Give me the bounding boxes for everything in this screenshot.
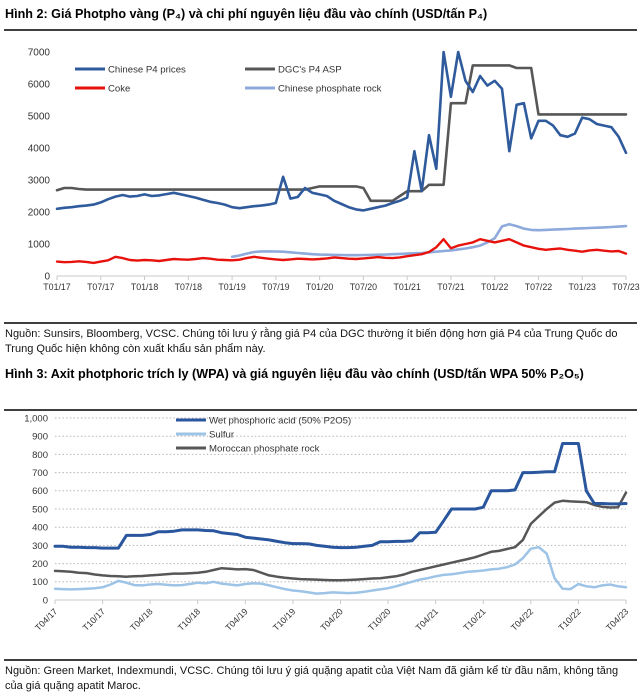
- y-tick-label: 2000: [27, 207, 50, 219]
- x-tick-label: T07/17: [87, 282, 115, 292]
- x-tick-label: T10/18: [175, 606, 203, 633]
- y-tick-label: 3000: [27, 175, 50, 187]
- y-tick-label: 7000: [27, 47, 50, 59]
- y-tick-label: 100: [32, 577, 48, 589]
- legend-label-chinese-phosphate-rock: Chinese phosphate rock: [278, 83, 382, 95]
- x-tick-label: T04/23: [603, 606, 631, 633]
- y-tick-label: 0: [42, 595, 48, 607]
- x-tick-label: T01/17: [43, 282, 71, 292]
- y-tick-label: 5000: [27, 111, 50, 123]
- y-tick-label: 400: [32, 522, 48, 534]
- x-tick-label: T10/22: [556, 606, 583, 633]
- x-tick-label: T04/19: [223, 606, 250, 633]
- series-line-sulfur: [55, 547, 626, 593]
- x-tick-label: T04/21: [413, 606, 441, 633]
- x-tick-label: T07/18: [174, 282, 203, 292]
- x-tick-label: T01/19: [218, 282, 246, 292]
- figure2-line-chart: [0, 32, 640, 310]
- x-tick-label: T07/21: [437, 282, 465, 292]
- figure2-source: Nguồn: Sunsirs, Bloomberg, VCSC. Chúng tôi lưu ý rằng giá P4 của DGC thường ít biến động hơn giá P4 của Trung Quốc do Trung Quốc hiện không còn xuất khẩu sản phẩm này.: [5, 328, 618, 355]
- x-tick-label: T10/21: [461, 606, 488, 633]
- x-tick-label: T01/18: [130, 282, 159, 292]
- divider: [4, 409, 637, 411]
- legend-label-moroccan-phosphate-rock: Moroccan phosphate rock: [209, 443, 320, 455]
- x-tick-label: T10/17: [80, 606, 107, 633]
- x-tick-label: T07/19: [262, 282, 290, 292]
- x-tick-label: T01/20: [305, 282, 334, 292]
- y-tick-label: 300: [32, 540, 48, 552]
- x-tick-label: T07/23: [612, 282, 640, 292]
- legend-label-chinese-p4-prices: Chinese P4 prices: [108, 64, 186, 76]
- x-tick-label: T07/22: [524, 282, 553, 292]
- divider: [4, 659, 637, 661]
- x-tick-label: T10/20: [366, 606, 393, 633]
- x-tick-label: T10/19: [270, 606, 298, 633]
- figure3-line-chart: [0, 413, 640, 655]
- figure3-source: Nguồn: Green Market, Indexmundi, VCSC. Chúng tôi lưu ý giá quặng apatit của Việt Nam đã giảm kể từ đầu năm, không tăng của giá quặng apatit Maroc.: [5, 665, 619, 692]
- figure3-title: Hình 3: Axit photphoric trích ly (WPA) và giá nguyên liệu đầu vào chính (USD/tấn WPA 50% P₂O₅): [5, 367, 584, 381]
- y-tick-label: 500: [32, 504, 48, 516]
- x-tick-label: T07/20: [349, 282, 378, 292]
- figure2-title: Hình 2: Giá Photpho vàng (P₄) và chi phí nguyên liệu đầu vào chính (USD/tấn P₄): [5, 7, 488, 21]
- y-tick-label: 800: [32, 449, 48, 461]
- y-tick-label: 1,000: [24, 413, 48, 425]
- y-tick-label: 200: [32, 559, 48, 570]
- series-line-wet-phosphoric-acid-50-p2o5: [55, 444, 626, 549]
- x-tick-label: T01/21: [393, 282, 421, 292]
- legend-label-coke: Coke: [108, 83, 131, 95]
- legend-label-dgc-s-p4-asp: DGC's P4 ASP: [278, 64, 342, 76]
- y-tick-label: 600: [32, 486, 48, 498]
- y-tick-label: 0: [44, 271, 50, 283]
- x-tick-label: T01/23: [568, 282, 596, 292]
- y-tick-label: 700: [32, 468, 48, 479]
- divider: [4, 29, 637, 31]
- divider: [4, 322, 637, 324]
- y-tick-label: 6000: [27, 79, 50, 91]
- y-tick-label: 4000: [27, 143, 50, 155]
- x-tick-label: T04/17: [32, 606, 60, 633]
- y-tick-label: 1000: [27, 239, 50, 251]
- x-tick-label: T01/22: [480, 282, 509, 292]
- legend-label-wet-phosphoric-acid-50-p2o5: Wet phosphoric acid (50% P2O5): [209, 415, 352, 427]
- y-tick-label: 900: [32, 431, 48, 443]
- x-tick-label: T04/20: [318, 606, 345, 633]
- x-tick-label: T04/18: [128, 606, 155, 633]
- series-line-coke: [57, 239, 626, 263]
- legend-label-sulfur: Sulfur: [209, 429, 235, 441]
- x-tick-label: T04/22: [508, 606, 536, 633]
